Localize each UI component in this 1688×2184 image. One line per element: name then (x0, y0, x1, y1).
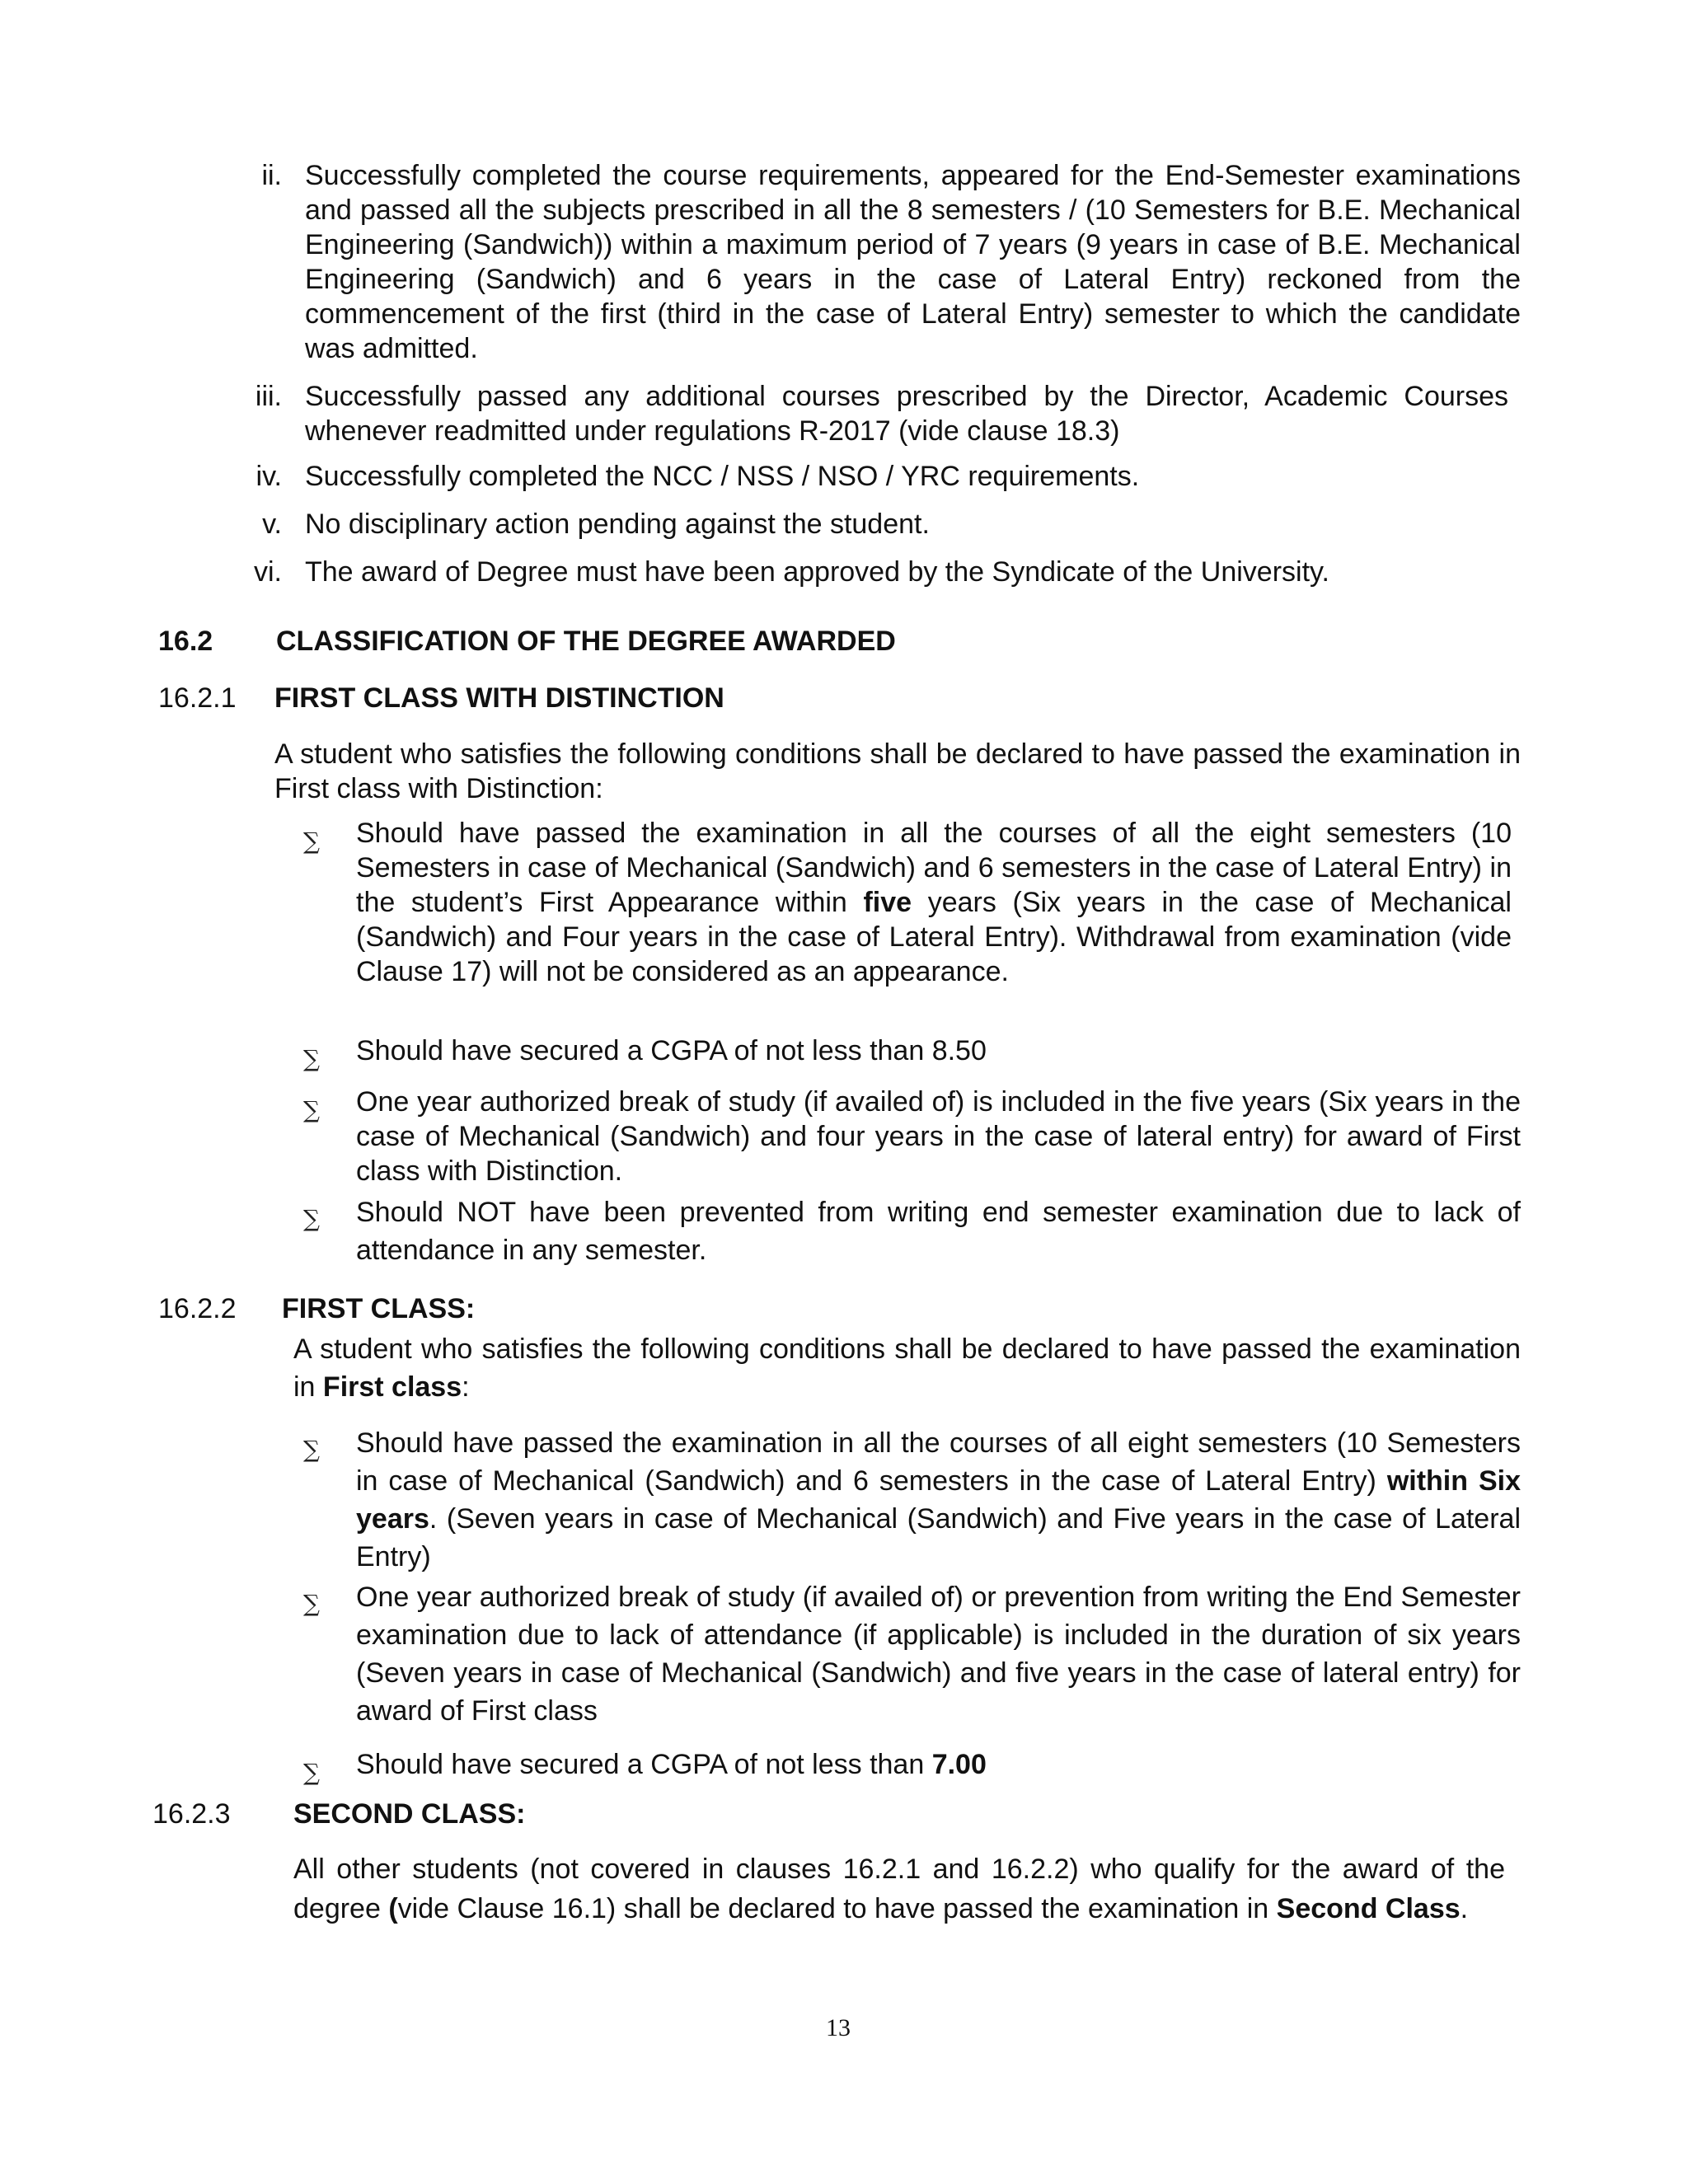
list-item: Successfully completed the NCC / NSS / NSO / YRC requirements. (305, 461, 1140, 492)
subsection-number: 16.2.2 (158, 1293, 237, 1324)
sigma-bullet-icon: ∑ (303, 1096, 320, 1123)
list-marker: v. (262, 509, 282, 540)
list-item: The award of Degree must have been approved by the Syndicate of the University. (305, 556, 1329, 588)
subsection-number: 16.2.3 (152, 1798, 231, 1830)
sigma-bullet-icon: ∑ (303, 1759, 320, 1786)
list-item: Should have passed the examination in all the courses of all eight semesters (10 Semesters in case of Mechanical (Sandwich) and 6 semesters in the case of Lateral Entry) within Six years. (Seven years in case of Mechanical (Sandwich) and Five years in the case of Lateral Entry) (356, 1427, 1521, 1572)
list-item: One year authorized break of study (if availed of) is included in the five years (Six years in the case of Mechanical (Sandwich) and four years in the case of lateral entry) for award of First class with Distinction. (356, 1086, 1521, 1187)
list-item: Should NOT have been prevented from writing end semester examination due to lack of attendance in any semester. (356, 1197, 1521, 1266)
sigma-bullet-icon: ∑ (303, 1590, 320, 1617)
list-item: Should have passed the examination in all the courses of all the eight semesters (10 Semesters in case of Mechanical (Sandwich) and 6 semesters in the case of Lateral Entry) in the student’s First Appearance within five years (Six years in the case of Mechanical (Sandwich) and Four years in the case of Lateral Entry). Withdrawal from examination (vide Clause 17) will not be considered as an appearance. (356, 818, 1512, 987)
list-item: Successfully passed any additional courses prescribed by the Director, Academic Courses whenever readmitted under regulations R-2017 (vide clause 18.3) (305, 381, 1508, 447)
list-marker: ii. (261, 160, 282, 191)
subsection-title: FIRST CLASS WITH DISTINCTION (274, 682, 724, 714)
list-marker: iii. (255, 381, 282, 412)
subsection-title: FIRST CLASS: (282, 1293, 476, 1324)
subsection-intro: A student who satisfies the following conditions shall be declared to have passed the examination in First class: (293, 1333, 1521, 1403)
list-item: Should have secured a CGPA of not less than 7.00 (356, 1749, 987, 1780)
sigma-bullet-icon: ∑ (303, 1045, 320, 1072)
subsection-number: 16.2.1 (158, 682, 237, 714)
subsection-intro: A student who satisfies the following conditions shall be declared to have passed the examination in First class with Distinction: (274, 738, 1521, 804)
list-item: Successfully completed the course requirements, appeared for the End-Semester examinations and passed all the subjects prescribed in all the 8 semesters / (10 Semesters for B.E. Mechanical Engineering (Sandwich)) within a maximum period of 7 years (9 years in case of B.E. Mechanical Engineering (Sandwich) and 6 years in the case of Lateral Entry) reckoned from the commencement of the first (third in the case of Lateral Entry) semester to which the candidate was admitted. (305, 160, 1521, 364)
list-item: Should have secured a CGPA of not less than 8.50 (356, 1035, 987, 1066)
page-number: 13 (826, 2014, 851, 2041)
subsection-title: SECOND CLASS: (293, 1798, 526, 1830)
section-title: CLASSIFICATION OF THE DEGREE AWARDED (276, 626, 896, 657)
list-marker: iv. (256, 461, 282, 492)
list-item: One year authorized break of study (if availed of) or prevention from writing the End Semester examination due to lack of attendance (if applicable) is included in the duration of six years (Seven years in case of Mechanical (Sandwich) and five years in the case of lateral entry) for award of First class (356, 1582, 1521, 1727)
list-item: No disciplinary action pending against the student. (305, 509, 930, 540)
subsection-body: All other students (not covered in clauses 16.2.1 and 16.2.2) who qualify for the award of the degree (vide Clause 16.1) shall be declared to have passed the examination in Second Class. (293, 1854, 1505, 1924)
section-number: 16.2 (158, 626, 213, 657)
sigma-bullet-icon: ∑ (303, 1436, 320, 1463)
list-marker: vi. (254, 556, 282, 588)
sigma-bullet-icon: ∑ (303, 1205, 320, 1232)
sigma-bullet-icon: ∑ (303, 827, 320, 855)
